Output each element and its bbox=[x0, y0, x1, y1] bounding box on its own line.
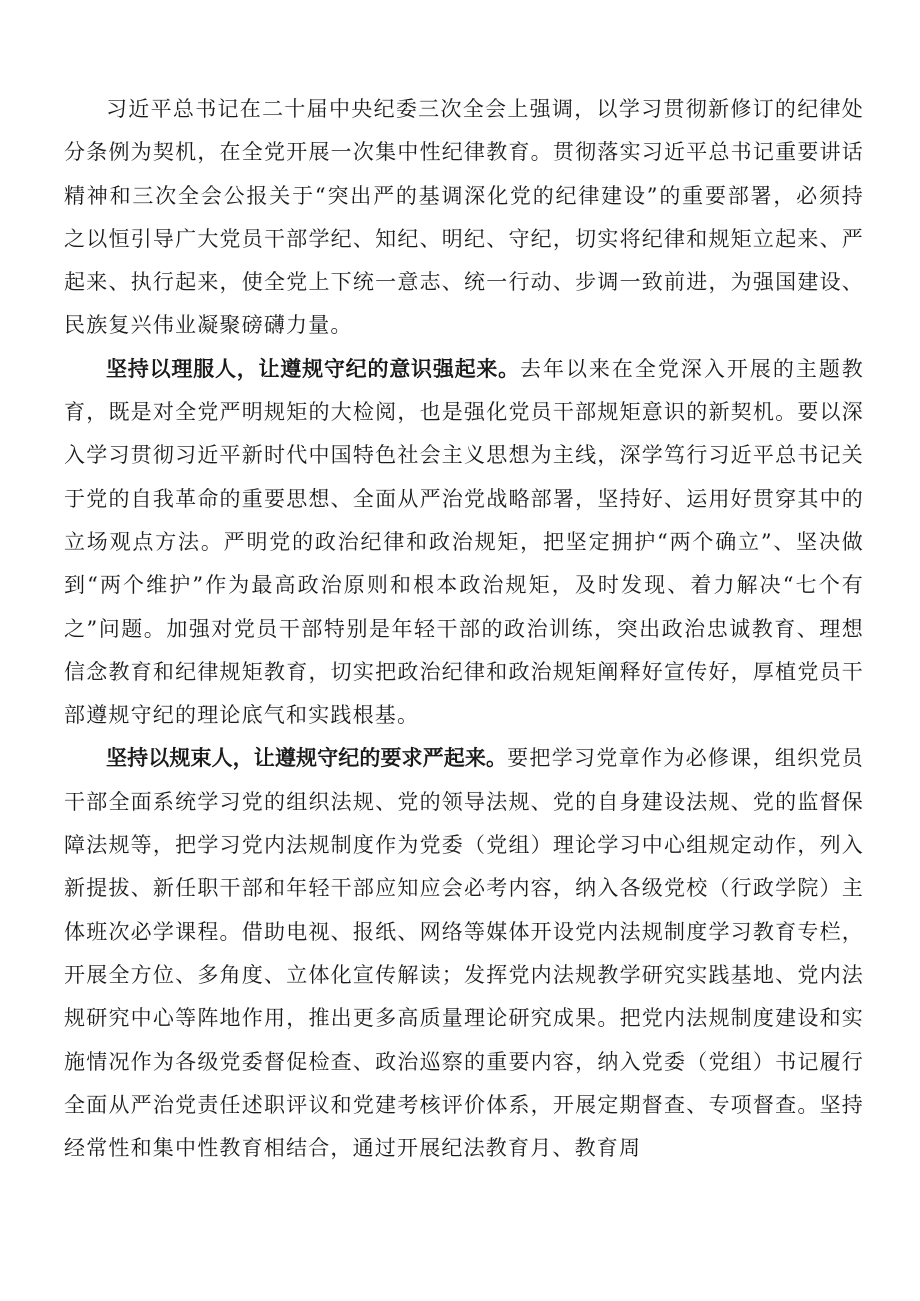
paragraph-text: 要把学习党章作为必修课，组织党员干部全面系统学习党的组织法规、党的领导法规、党的自身建设法规、党的监督保障法规等，把学习党内法规制度作为党委（党组）理论学习中心组规定动作，列入新提拔、新任职干部和年轻干部应知应会必考内容，纳入各级党校（行政学院）主体班次必学课程。借助电视、报纸、网络等媒体开设党内法规制度学习教育专栏，开展全方位、多角度、立体化宣传解读；发挥党内法规教学研究实践基地、党内法规研究中心等阵地作用，推出更多高质量理论研究成果。把党内法规制度建设和实施情况作为各级党委督促检查、政治巡察的重要内容，纳入党委（党组）书记履行全面从严治党责任述职评议和党建考核评价体系，开展定期督查、专项督查。坚持经常性和集中性教育相结合，通过开展纪法教育月、教育周 bbox=[64, 746, 864, 1161]
paragraph-reasoning bbox=[64, 348, 864, 738]
document-body bbox=[64, 88, 864, 1170]
paragraph-rules bbox=[64, 737, 864, 1170]
paragraph-lead: 坚持以规束人，让遵规守纪的要求严起来。 bbox=[106, 746, 508, 771]
paragraph-text: 去年以来在全党深入开展的主题教育，既是对全党严明规矩的大检阅，也是强化党员干部规矩意识的新契机。要以深入学习贯彻习近平新时代中国特色社会主义思想为主线，深学笃行习近平总书记关于党的自我革命的重要思想、全面从严治党战略部署，坚持好、运用好贯穿其中的立场观点方法。严明党的政治纪律和政治规矩，把坚定拥护“两个确立”、坚决做到“两个维护”作为最高政治原则和根本政治规矩，及时发现、着力解决“七个有之”问题。加强对党员干部特别是年轻干部的政治训练，突出政治忠诚教育、理想信念教育和纪律规矩教育，切实把政治纪律和政治规矩阐释好宣传好，厚植党员干部遵规守纪的理论底气和实践根基。 bbox=[64, 356, 864, 728]
paragraph-lead: 坚持以理服人，让遵规守纪的意识强起来。 bbox=[106, 356, 520, 381]
paragraph-text: 习近平总书记在二十届中央纪委三次全会上强调，以学习贯彻新修订的纪律处分条例为契机，在全党开展一次集中性纪律教育。贯彻落实习近平总书记重要讲话精神和三次全会公报关于“突出严的基调深化党的纪律建设”的重要部署，必须持之以恒引导广大党员干部学纪、知纪、明纪、守纪，切实将纪律和规矩立起来、严起来、执行起来，使全党上下统一意志、统一行动、步调一致前进，为强国建设、民族复兴伟业凝聚磅礴力量。 bbox=[64, 97, 864, 338]
paragraph-intro bbox=[64, 88, 864, 348]
